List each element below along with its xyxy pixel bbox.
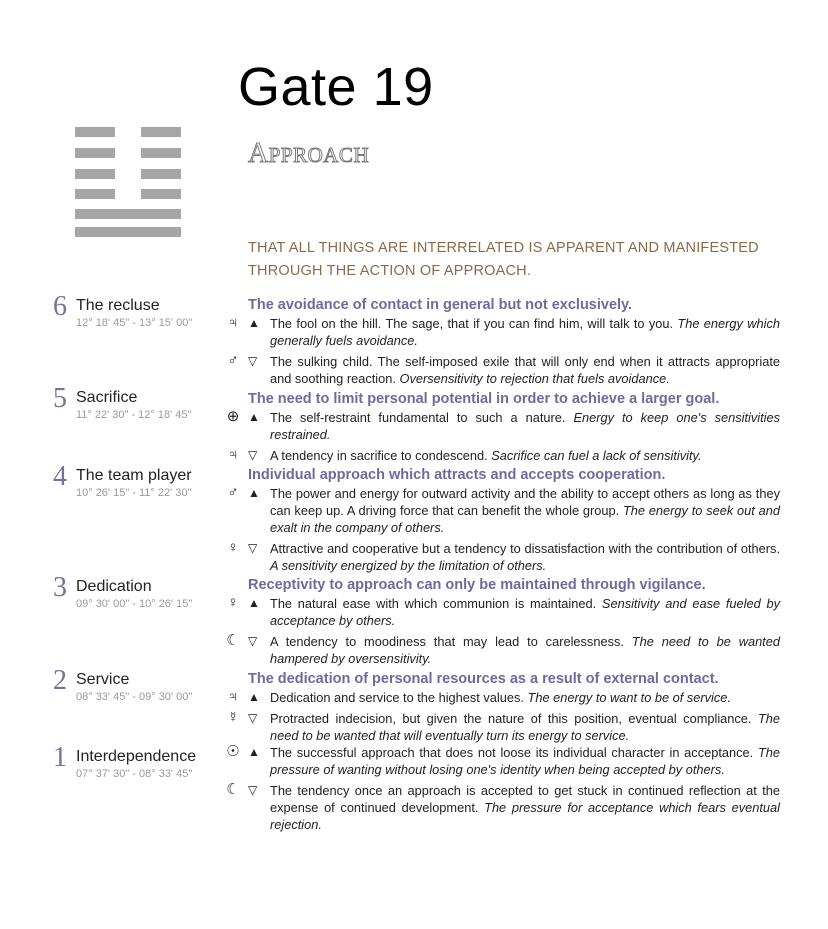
entry-italic-text: The energy to want to be of service. <box>527 690 731 705</box>
exaltation-triangle-icon: ▲ <box>248 316 260 330</box>
page-title: Gate 19 <box>238 57 434 117</box>
entry-italic-text: Oversensitivity to rejection that fuels avoidance. <box>399 371 670 386</box>
line-degrees: 08° 33' 45" - 09° 30' 00" <box>76 691 193 703</box>
detriment-entry <box>227 446 780 464</box>
line-section <box>227 466 780 574</box>
line-number: 2 <box>53 665 67 696</box>
detriment-entry <box>227 539 780 574</box>
planet-icon: ♃ <box>227 314 239 331</box>
line-section <box>227 670 780 744</box>
subtitle-initial: A <box>248 138 269 169</box>
exaltation-entry <box>227 594 780 629</box>
entry-italic-text: Sacrifice can fuel a lack of sensitivity. <box>491 448 702 463</box>
planet-icon: ♀ <box>227 594 239 611</box>
line-degrees: 12° 18' 45" - 13° 15' 00" <box>76 317 193 329</box>
line-name: Dedication <box>76 578 152 595</box>
detriment-triangle-icon: ▽ <box>248 783 258 797</box>
planet-icon: ☾ <box>226 781 240 798</box>
line-name: Sacrifice <box>76 389 138 406</box>
page-subtitle <box>248 138 369 170</box>
planet-icon: ☾ <box>226 632 240 649</box>
line-number: 5 <box>53 383 67 414</box>
entry-text: The fool on the hill. The sage, that if you can find him, will talk to you. <box>270 316 674 331</box>
detriment-triangle-icon: ▽ <box>248 448 258 462</box>
exaltation-entry <box>227 688 780 706</box>
planet-icon: ☿ <box>227 709 239 726</box>
line-number: 6 <box>53 291 67 322</box>
entry-text: The natural ease with which communion is maintained. <box>270 596 597 611</box>
line-degrees: 11° 22' 30" - 12° 18' 45" <box>76 409 192 421</box>
detriment-triangle-icon: ▽ <box>248 541 258 555</box>
line-section <box>226 390 781 464</box>
detriment-triangle-icon: ▽ <box>248 634 258 648</box>
planet-icon: ♂ <box>227 484 239 501</box>
entry-italic-text: Sensitivity and ease fueled by acceptance by others. <box>270 596 780 628</box>
entry-italic-text: The need to be wanted hampered by oversensitivity. <box>270 634 780 666</box>
entry-italic-text: The need to be wanted that will eventually turn its energy to service. <box>270 711 780 743</box>
planet-icon: ♃ <box>227 688 239 705</box>
line-heading: Receptivity to approach can only be maintained through vigilance. <box>248 577 706 593</box>
line-number: 4 <box>53 461 67 492</box>
line-name: Interdependence <box>76 748 197 765</box>
exaltation-triangle-icon: ▲ <box>248 486 260 500</box>
entry-italic-text: The pressure of wanting without losing one's identity when being accepted by others. <box>270 745 780 777</box>
line-section <box>226 743 780 833</box>
line-number: 1 <box>53 742 67 773</box>
line-name: The recluse <box>76 297 160 314</box>
entry-text: The self-restraint fundamental to such a nature. <box>270 410 566 425</box>
detriment-triangle-icon: ▽ <box>248 711 258 725</box>
exaltation-triangle-icon: ▲ <box>248 596 260 610</box>
exaltation-entry <box>226 408 781 443</box>
detriment-entry <box>226 781 780 833</box>
entry-italic-text: The pressure for acceptance which fears eventual rejection. <box>270 800 780 832</box>
line-name: Service <box>76 671 130 688</box>
entry-text: Attractive and cooperative but a tendency to dissatisfaction with the contribution of others. <box>270 541 780 556</box>
planet-icon: ⊕ <box>226 408 240 425</box>
planet-icon: ♂ <box>227 352 239 369</box>
line-name: The team player <box>76 467 192 484</box>
entry-text: A tendency in sacrifice to condescend. <box>270 448 488 463</box>
entry-text: A tendency to moodiness that may lead to carelessness. <box>270 634 624 649</box>
planet-icon: ♃ <box>227 446 239 463</box>
entry-text: The tendency once an approach is accepted to get stuck in continued reflection at the expense of continued development. <box>270 783 780 815</box>
planet-icon: ♀ <box>227 539 239 556</box>
exaltation-triangle-icon: ▲ <box>248 745 260 759</box>
line-heading: The avoidance of contact in general but not exclusively. <box>248 297 633 313</box>
entry-italic-text: Energy to keep one's sensitivities restrained. <box>270 410 781 442</box>
line-section <box>226 576 780 667</box>
line-degrees: 07° 37' 30" - 08° 33' 45" <box>76 768 193 780</box>
gate-quote: THAT ALL THINGS ARE INTERRELATED IS APPARENT AND MANIFESTED THROUGH THE ACTION OF APPROACH. <box>248 240 759 279</box>
line-number: 3 <box>53 572 67 603</box>
exaltation-entry <box>227 314 780 349</box>
entry-italic-text: A sensitivity energized by the limitation of others. <box>270 558 547 573</box>
line-section <box>227 296 780 387</box>
line-heading: The need to limit personal potential in order to achieve a larger goal. <box>248 391 720 407</box>
subtitle-rest: PPROACH <box>268 143 370 167</box>
entry-text: Protracted indecision, but given the nature of this position, eventual compliance. <box>270 711 752 726</box>
entry-text: The successful approach that does not loose its individual character in acceptance. <box>270 745 754 760</box>
entry-italic-text: The energy to seek out and exalt in the company of others. <box>270 503 780 535</box>
detriment-triangle-icon: ▽ <box>248 354 258 368</box>
entry-italic-text: The energy which generally fuels avoidance. <box>270 316 780 348</box>
line-degrees: 10° 26' 15" - 11° 22' 30" <box>76 487 192 499</box>
exaltation-triangle-icon: ▲ <box>248 690 260 704</box>
exaltation-triangle-icon: ▲ <box>248 410 260 424</box>
entry-text: The sulking child. The self-imposed exile that will only end when it attracts appropriate and soothing reaction. <box>270 354 780 386</box>
line-heading: The dedication of personal resources as a result of external contact. <box>248 671 719 687</box>
entry-text: The power and energy for outward activity and the ability to accept others as long as they can keep up. A driving force that can benefit the whole group. <box>270 486 780 518</box>
detriment-entry <box>226 632 780 667</box>
exaltation-entry <box>227 484 780 536</box>
line-heading: Individual approach which attracts and accepts cooperation. <box>248 467 666 483</box>
detriment-entry <box>227 352 780 387</box>
planet-icon: ☉ <box>226 743 240 760</box>
line-degrees: 09° 30' 00" - 10° 26' 15" <box>76 598 193 610</box>
detriment-entry <box>227 709 780 744</box>
entry-text: Dedication and service to the highest values. <box>270 690 524 705</box>
exaltation-entry <box>226 743 780 778</box>
